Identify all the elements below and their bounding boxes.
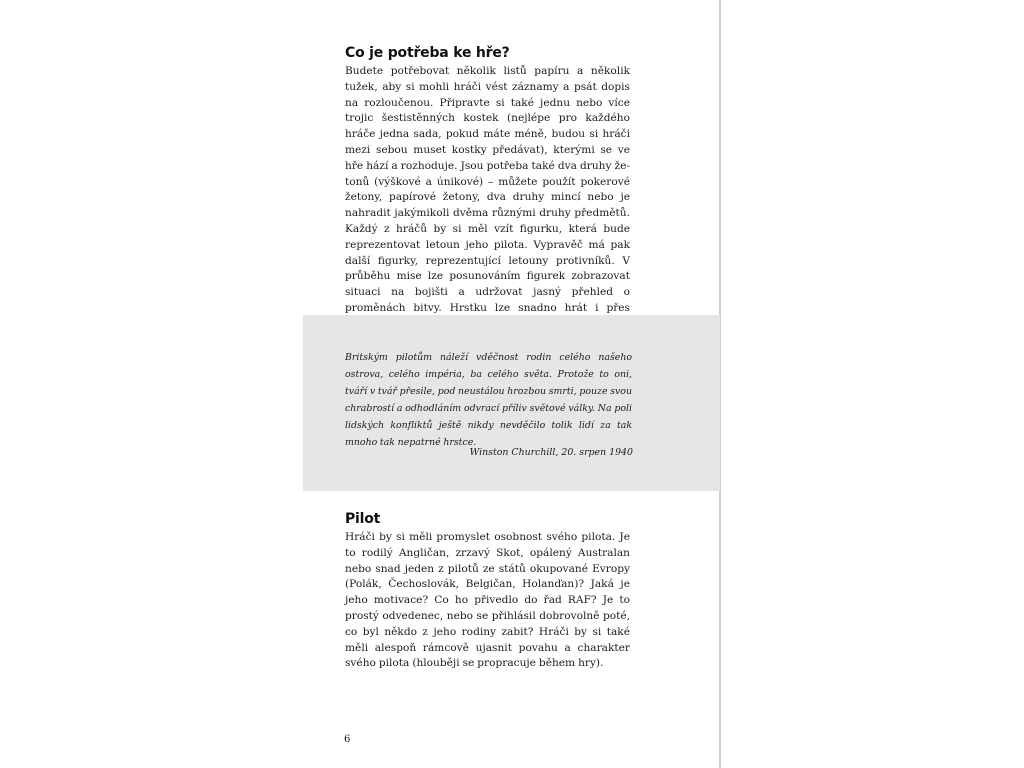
- section-game-requirements: [345, 44, 630, 348]
- quote-attribution: Winston Churchill, 20. srpen 1940: [469, 447, 633, 458]
- section-pilot: [345, 510, 630, 672]
- section-heading: Pilot: [345, 511, 381, 527]
- section-body: Hráči by si měli promyslet osobnost svého pilota. Je to rodilý Angličan, zrzavý Skot, opálený Australan nebo snad jeden z pilotů ze států okupované Evropy (Polák, Čechoslovák, Belgičan, Holanďan)? Jaká je jeho motivace? Co ho přivedlo do řad RAF? Je to prostý odvedenec, nebo se přihlásil dobrovolně poté, co byl někdo z jeho rodiny zabit? Hráči by si také měli alespoň rámcově ujasnit povahu a charakter svého pilota (hlouběji se propracuje během hry).: [345, 531, 630, 670]
- quote-box: [303, 315, 720, 491]
- quote-text: Britským pilotům náleží vděčnost rodin celého našeho ostrova, celého impéria, ba celého světa. Protože to oni, tváří v tvář přesile, pod neustálou hrozbou smrti, pouze svou chrabrostí a odhodláním odvrací příliv světové války. Na poli lidských konfliktů ještě nikdy nevděčilo tolik lidí za tak mnoho tak nepatrné hrstce.: [345, 352, 632, 448]
- section-heading: Co je potřeba ke hře?: [345, 45, 510, 61]
- page-number: 6: [344, 734, 351, 745]
- section-body: Budete potřebovat několik listů papíru a několik tužek, aby si mohli hráči vést záznamy a psát dopis na rozloučenou. Připravte si také jednu nebo více trojic šestistěnných kostek (nejlépe pro každého hráče jedna sada, pokud máte méně, budou si hráči mezi sebou muset kostky předávat), kterými se ve hře hází a rozhoduje. Jsou potřeba také dva druhy žetonů (výškové a únikové) – můžete použít pokerové žetony, papírové žetony, dva druhy mincí nebo je nahradit jakýmikoli dvěma různými druhy předmětů. Každý z hráčů by si měl vzít figurku, která bude reprezentovat letoun jeho pilota. Vypravěč má pak další figurky, reprezentující letouny protivníků. V průběhu mise lze posunováním figurek zobrazovat situaci na bojišti a udržovat jasný přehled o proměnách bitvy. Hrstku lze snadno hrát i přes: [345, 65, 630, 314]
